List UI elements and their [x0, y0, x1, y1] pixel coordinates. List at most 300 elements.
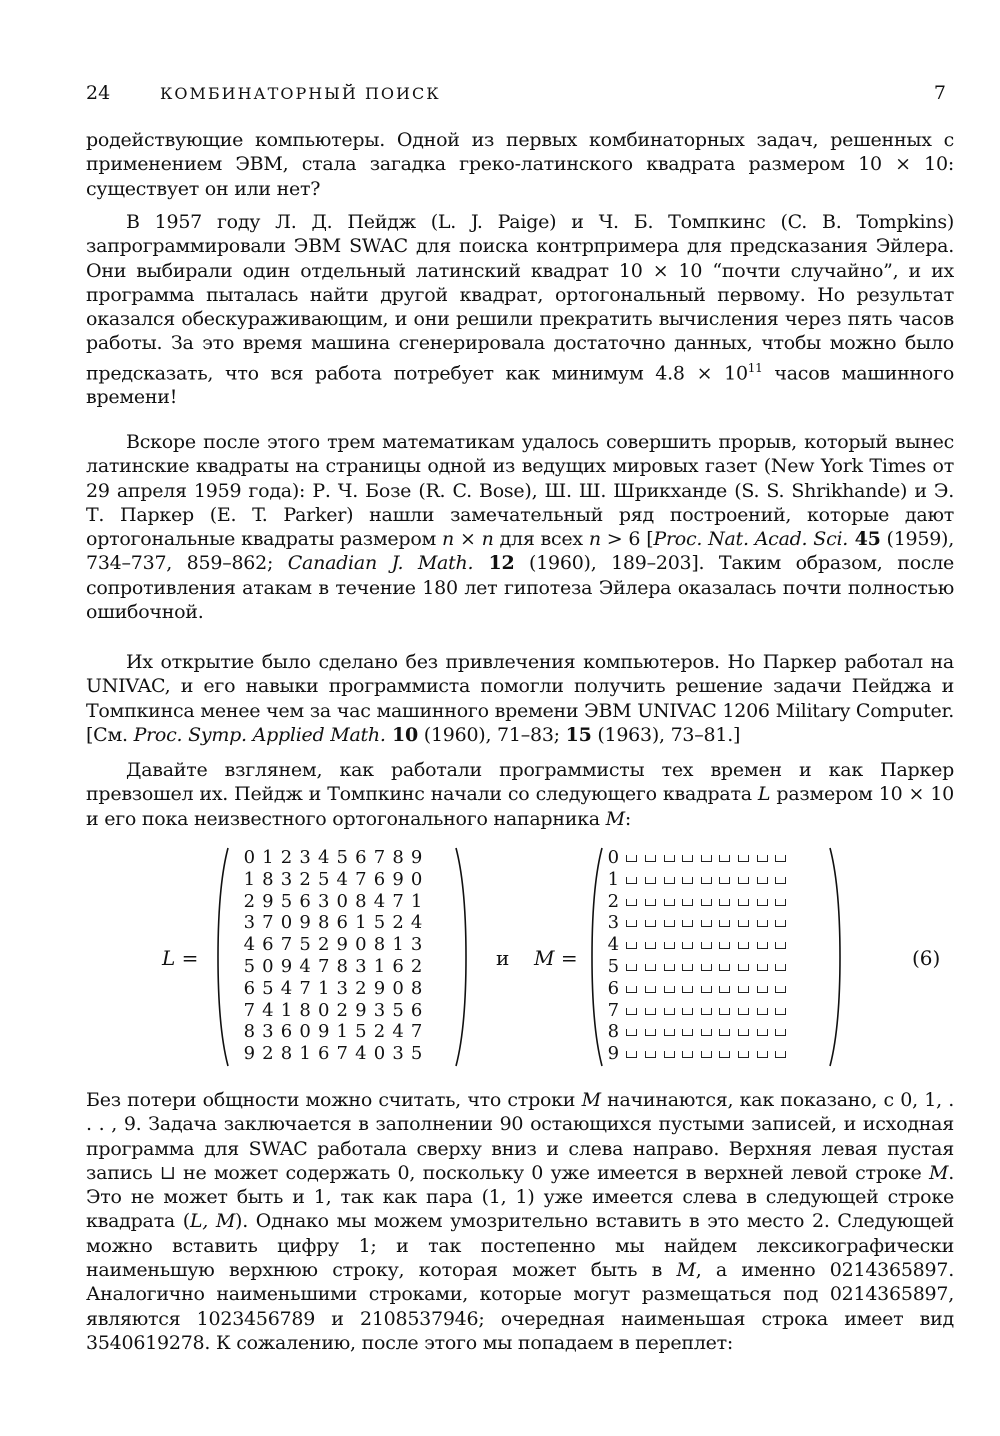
math-var: n: [481, 528, 494, 551]
matrix-cell: 2: [607, 890, 620, 912]
blank-symbol: [626, 1051, 637, 1058]
matrix-empty-cell: [716, 1044, 735, 1064]
matrix-M-row: [604, 1044, 790, 1064]
matrix-L: [216, 846, 466, 1068]
matrix-cell: 6: [355, 847, 367, 868]
matrix-empty-cell: [641, 870, 660, 890]
matrix-cell: 2: [410, 956, 423, 977]
matrix-cell: 4: [336, 868, 348, 890]
paragraph-text: , а именно 0214365897. Аналогично наименьшими строками, которые могут размещаться под 0214365897, являются 1023456789 и 2108537946; очередная наименьшая строка имеет вид 3540619278. К сожалению, после этого мы попадаем в переплет:: [86, 1259, 954, 1354]
matrix-cell: 6: [373, 868, 386, 890]
matrix-cell: 6: [607, 977, 620, 999]
blank-symbol: [664, 986, 675, 993]
blank-symbol: [664, 899, 675, 906]
blank-symbol: [682, 1008, 693, 1015]
matrix-empty-cell: [641, 979, 660, 999]
matrix-cell: 2: [243, 890, 256, 912]
matrix-empty-cell: [678, 1001, 697, 1021]
matrix-cell: 4: [607, 934, 620, 956]
matrix-empty-cell: [641, 935, 660, 955]
matrix-cell: 0: [336, 890, 348, 912]
matrix-cell: 9: [299, 912, 311, 934]
blank-symbol: [626, 986, 637, 993]
matrix-cell: 5: [280, 890, 293, 912]
matrix-empty-cell: [734, 935, 753, 955]
blank-symbol: [645, 855, 656, 862]
matrix-empty-cell: [623, 870, 642, 890]
blank-symbol: [719, 1008, 730, 1015]
matrix-empty-cell: [660, 913, 679, 933]
blank-symbol: [757, 877, 768, 884]
journal-title: Canadian J. Math.: [287, 552, 474, 575]
math-var: M: [581, 1089, 601, 1111]
blank-symbol: [775, 877, 786, 884]
matrix-M-row: [604, 979, 790, 999]
matrix-cell: 8: [317, 912, 330, 934]
paragraph-text: Их открытие было сделано без привлечения компьютеров. Но Паркер работал на UNIVAC, и его навыки программиста помогли получить решение задачи Пейджа и Томпкинса менее чем за час машинного времени ЭВМ UNIVAC 1206 Military Computer. [См.: [86, 651, 954, 746]
matrix-empty-cell: [716, 935, 735, 955]
blank-symbol: [682, 942, 693, 949]
blank-symbol: [682, 877, 693, 884]
paragraph-text: (1959), 734–737, 859–862;: [86, 528, 955, 575]
section-number: 7: [933, 82, 946, 104]
blank-symbol: [701, 855, 712, 862]
L-label: L =: [162, 946, 199, 970]
matrix-empty-cell: [771, 935, 790, 955]
matrix-empty-cell: [678, 1022, 697, 1042]
blank-symbol: [645, 920, 656, 927]
matrix-cell: 5: [355, 1021, 367, 1043]
matrix-cell: 6: [280, 1021, 293, 1043]
blank-symbol: [738, 1008, 749, 1015]
matrix-empty-cell: [697, 979, 716, 999]
blank-symbol: [775, 899, 786, 906]
matrix-cell: 3: [355, 956, 367, 977]
matrix-cell: 2: [355, 977, 367, 999]
blank-symbol: [775, 1051, 786, 1058]
matrix-empty-cell: [771, 870, 790, 890]
matrix-empty-cell: [660, 1044, 679, 1064]
matrix-cell: 7: [336, 1043, 348, 1065]
blank-symbol: [719, 964, 730, 971]
math-var: M: [928, 1161, 949, 1184]
paragraph-text: Давайте взглянем, как работали программисты тех времен и как Паркер превзошел их. Пейдж и Томпкинс начали со следующего квадрата: [86, 759, 954, 806]
matrix-cell: 8: [262, 868, 274, 890]
paragraph-text: :: [624, 807, 632, 830]
blank-symbol: [626, 1008, 637, 1015]
matrix-cell: 6: [410, 999, 423, 1021]
matrix-empty-cell: [771, 1044, 790, 1064]
right-paren: [828, 846, 842, 1068]
right-paren: [454, 846, 468, 1068]
matrix-M-row: [604, 892, 790, 912]
blank-symbol: [626, 942, 637, 949]
blank-symbol: [757, 942, 768, 949]
blank-symbol: [719, 920, 730, 927]
matrix-empty-cell: [697, 935, 716, 955]
matrix-cell: 5: [607, 956, 620, 977]
matrix-empty-cell: [678, 892, 697, 912]
math-var: n: [588, 528, 601, 551]
blank-symbol: [738, 899, 749, 906]
blank-symbol: [682, 920, 693, 927]
matrix-cell: 1: [392, 934, 404, 956]
matrix-cell: 1: [373, 956, 386, 977]
matrix-cell: 7: [392, 890, 404, 912]
math-var: M: [676, 1259, 696, 1282]
matrix-cell: 1: [336, 1021, 348, 1043]
blank-symbol: [719, 986, 730, 993]
matrix-empty-cell: [678, 1044, 697, 1064]
matrix-cell: 4: [392, 1021, 404, 1043]
matrix-L-row: [240, 913, 426, 933]
paragraph-text: для всех: [493, 528, 589, 551]
volume-number: 15: [565, 723, 592, 746]
blank-symbol: [664, 855, 675, 862]
blank-symbol: [775, 855, 786, 862]
paragraph-text: Вскоре после этого трем математикам удалось совершить прорыв, который вынес латинские квадраты на страницы одной из ведущих мировых газет (New York Times от 29 апреля 1959 года): Р. Ч. Бозе (R. C. Bose), Ш. Ш. Шрикханде (S. S. Shrikhande) и Э. Т. Паркер (E. T. Parker) нашли замечательный ряд построений, которые дают ортогональные квадраты размером: [86, 431, 954, 551]
paragraph-text: . Это не может быть и 1, так как пара (1, 1) уже имеется слева в следующей строке квадрата (: [86, 1161, 954, 1233]
matrix-cell: 0: [317, 999, 330, 1021]
matrix-empty-cell: [697, 1001, 716, 1021]
matrix-empty-cell: [753, 935, 772, 955]
journal-title: Proc. Symp. Applied Math.: [133, 723, 386, 746]
matrix-L-row: [240, 1022, 426, 1042]
matrix-cell: 1: [355, 912, 367, 934]
matrix-cell: 8: [392, 847, 404, 868]
blank-symbol: [664, 920, 675, 927]
matrix-empty-cell: [697, 848, 716, 868]
math-var: M: [605, 807, 625, 830]
exponent: 11: [747, 360, 763, 375]
matrix-cell: 7: [243, 999, 256, 1021]
matrix-cell: 1: [243, 868, 256, 890]
matrix-cell: 0: [607, 847, 620, 868]
paragraph-text: ×: [454, 528, 482, 551]
matrix-cell: 9: [336, 934, 348, 956]
matrix-L-row: [240, 892, 426, 912]
matrix-empty-cell: [771, 1001, 790, 1021]
matrix-M-row: [604, 870, 790, 890]
matrix-empty-cell: [753, 1044, 772, 1064]
matrix-cell: 3: [262, 1021, 274, 1043]
blank-symbol: [738, 1051, 749, 1058]
matrix-empty-cell: [641, 1001, 660, 1021]
matrix-empty-cell: [641, 913, 660, 933]
matrix-cell: 0: [262, 956, 274, 977]
matrix-cell: 9: [280, 956, 293, 977]
matrix-L-row: [240, 979, 426, 999]
blank-symbol: [701, 1029, 712, 1036]
paragraph-1: [86, 128, 954, 201]
matrix-empty-cell: [734, 848, 753, 868]
matrix-cell: 1: [262, 847, 274, 868]
blank-symbol: [626, 964, 637, 971]
paragraph-3: [86, 430, 954, 624]
blank-symbol: [719, 899, 730, 906]
matrix-empty-cell: [753, 1022, 772, 1042]
blank-symbol: [701, 920, 712, 927]
matrix-empty-cell: [771, 1022, 790, 1042]
matrix-M-row: [604, 913, 790, 933]
paragraph-text: Без потери общности можно считать, что строки: [86, 1089, 582, 1111]
matrix-empty-cell: [734, 1044, 753, 1064]
matrix-M: [590, 846, 840, 1068]
matrix-empty-cell: [697, 870, 716, 890]
matrix-cell: 7: [262, 912, 274, 934]
matrix-empty-cell: [660, 957, 679, 977]
blank-symbol: [775, 920, 786, 927]
blank-symbol: [645, 1008, 656, 1015]
matrix-cell: 3: [336, 977, 348, 999]
math-var: L, M: [189, 1210, 236, 1233]
blank-symbol: [701, 877, 712, 884]
matrix-L-row: [240, 935, 426, 955]
matrix-cell: 5: [336, 847, 348, 868]
math-var: L: [757, 783, 771, 806]
matrix-empty-cell: [660, 870, 679, 890]
matrix-cell: 4: [243, 934, 256, 956]
paragraph-text: начинаются, как показано, с 0, 1, . . . , 9. Задача заключается в заполнении 90 остающихся пустыми записей, и исходная программа для SWAC работала сверху вниз и слева направо. Верхняя левая пустая запись ⊔ не может содержать 0, поскольку 0 уже имеется в верхней левой строке: [86, 1089, 954, 1184]
blank-symbol: [738, 855, 749, 862]
matrix-cell: 8: [373, 934, 386, 956]
blank-symbol: [645, 964, 656, 971]
blank-symbol: [682, 986, 693, 993]
matrix-cell: 4: [410, 912, 423, 934]
blank-symbol: [701, 1051, 712, 1058]
blank-symbol: [719, 942, 730, 949]
matrix-cell: 1: [410, 890, 423, 912]
matrix-empty-cell: [771, 892, 790, 912]
journal-title: Proc. Nat. Acad. Sci.: [653, 528, 849, 551]
blank-symbol: [738, 1029, 749, 1036]
math-var: n: [442, 528, 455, 551]
page-header: [86, 82, 954, 112]
equation-6: [86, 846, 954, 1076]
matrix-cell: 6: [317, 1043, 330, 1065]
paragraph-text: ). Однако мы можем умозрительно вставить в это место 2. Следующей можно вставить цифру 1; и так постепенно мы найдем лексикографически наименьшую верхнюю строку, которая может быть в: [86, 1210, 954, 1282]
left-paren: [590, 846, 604, 1068]
matrix-empty-cell: [623, 892, 642, 912]
blank-symbol: [682, 964, 693, 971]
blank-symbol: [757, 899, 768, 906]
page-number: 24: [86, 82, 111, 104]
matrix-cell: 9: [607, 1043, 620, 1065]
matrix-empty-cell: [716, 1001, 735, 1021]
matrix-empty-cell: [660, 1001, 679, 1021]
blank-symbol: [738, 920, 749, 927]
matrix-cell: 3: [299, 847, 311, 868]
blank-symbol: [664, 1029, 675, 1036]
blank-symbol: [682, 1051, 693, 1058]
matrix-empty-cell: [716, 957, 735, 977]
matrix-cell: 6: [392, 956, 404, 977]
blank-symbol: [775, 986, 786, 993]
matrix-cell: 7: [355, 868, 367, 890]
matrix-M-row: [604, 1001, 790, 1021]
matrix-empty-cell: [678, 870, 697, 890]
matrix-cell: 2: [373, 1021, 386, 1043]
M-label: M =: [534, 946, 578, 970]
blank-symbol: [738, 986, 749, 993]
matrix-empty-cell: [716, 1022, 735, 1042]
matrix-cell: 9: [243, 1043, 256, 1065]
matrix-M-row: [604, 957, 790, 977]
matrix-empty-cell: [641, 1022, 660, 1042]
matrix-empty-cell: [660, 848, 679, 868]
matrix-empty-cell: [753, 870, 772, 890]
matrix-empty-cell: [623, 979, 642, 999]
paragraph-text: часов машинного времени!: [86, 362, 955, 409]
matrix-cell: 7: [317, 956, 330, 977]
paragraph-5: [86, 758, 954, 831]
matrix-empty-cell: [716, 892, 735, 912]
matrix-L-row: [240, 957, 426, 977]
blank-symbol: [626, 920, 637, 927]
matrix-cell: 3: [392, 1043, 404, 1065]
blank-symbol: [775, 1008, 786, 1015]
paragraph-text: (1960), 189–203]. Таким образом, после сопротивления атакам в течение 180 лет гипотеза Эйлера оказалась почти полностью ошибочной.: [86, 552, 955, 624]
matrix-empty-cell: [623, 913, 642, 933]
matrix-empty-cell: [697, 913, 716, 933]
matrix-cell: 5: [299, 934, 311, 956]
matrix-empty-cell: [660, 935, 679, 955]
matrix-cell: 6: [262, 934, 274, 956]
matrix-empty-cell: [734, 913, 753, 933]
matrix-cell: 2: [392, 912, 404, 934]
matrix-empty-cell: [734, 870, 753, 890]
matrix-L-row: [240, 1044, 426, 1064]
matrix-empty-cell: [678, 979, 697, 999]
matrix-cell: 0: [410, 868, 423, 890]
matrix-empty-cell: [771, 848, 790, 868]
volume-number: 45: [848, 528, 881, 551]
matrix-L-row: [240, 848, 426, 868]
blank-symbol: [664, 964, 675, 971]
matrix-cell: 0: [299, 1021, 311, 1043]
equation-number: (6): [912, 946, 941, 970]
matrix-empty-cell: [678, 957, 697, 977]
paragraph-text: (1960), 71–83;: [418, 723, 566, 746]
blank-symbol: [719, 855, 730, 862]
blank-symbol: [626, 899, 637, 906]
blank-symbol: [645, 942, 656, 949]
matrix-empty-cell: [623, 848, 642, 868]
blank-symbol: [757, 1008, 768, 1015]
matrix-empty-cell: [623, 1022, 642, 1042]
blank-symbol: [645, 877, 656, 884]
matrix-cell: 3: [373, 999, 386, 1021]
matrix-cell: 6: [336, 912, 348, 934]
and-label: и: [496, 946, 510, 970]
matrix-empty-cell: [716, 848, 735, 868]
matrix-cell: 3: [410, 934, 423, 956]
blank-symbol: [664, 1008, 675, 1015]
blank-symbol: [757, 1051, 768, 1058]
blank-symbol: [701, 899, 712, 906]
matrix-cell: 0: [392, 977, 404, 999]
matrix-cell: 3: [243, 912, 256, 934]
matrix-empty-cell: [753, 979, 772, 999]
blank-symbol: [757, 855, 768, 862]
matrix-empty-cell: [771, 957, 790, 977]
matrix-cell: 2: [299, 868, 311, 890]
volume-number: 10: [385, 723, 418, 746]
matrix-cell: 2: [336, 999, 348, 1021]
running-title: КОМБИНАТОРНЫЙ ПОИСК: [160, 84, 441, 103]
blank-symbol: [701, 986, 712, 993]
matrix-empty-cell: [641, 892, 660, 912]
matrix-empty-cell: [678, 913, 697, 933]
blank-symbol: [757, 1029, 768, 1036]
matrix-empty-cell: [678, 935, 697, 955]
paragraph-2: [86, 210, 954, 410]
blank-symbol: [645, 1051, 656, 1058]
matrix-cell: 9: [373, 977, 386, 999]
blank-symbol: [682, 899, 693, 906]
matrix-cell: 8: [355, 890, 367, 912]
matrix-M-row: [604, 848, 790, 868]
blank-symbol: [701, 942, 712, 949]
matrix-empty-cell: [623, 1044, 642, 1064]
matrix-cell: 8: [607, 1021, 620, 1043]
matrix-cell: 4: [373, 890, 386, 912]
matrix-M-row: [604, 1022, 790, 1042]
matrix-empty-cell: [734, 1022, 753, 1042]
matrix-cell: 1: [607, 868, 620, 890]
matrix-M-row: [604, 935, 790, 955]
paragraph-text: В 1957 году Л. Д. Пейдж (L. J. Paige) и Ч. Б. Томпкинс (C. B. Tompkins) запрограммировали ЭВМ SWAC для поиска контрпримера для предсказания Эйлера. Они выбирали один отдельный латинский квадрат 10 × 10 “почти случайно”, и их программа пыталась найти другой квадрат, ортогональный первому. Но результат оказался обескураживающим, и они решили прекратить вычисления через пять часов работы. За это время машина сгенерировала достаточно данных, чтобы можно было предсказать, что вся работа потребует как минимум 4.8 × 10: [86, 211, 954, 385]
paragraph-text: (1963), 73–81.]: [591, 723, 741, 746]
volume-number: 12: [473, 552, 515, 575]
matrix-cell: 0: [355, 934, 367, 956]
matrix-cell: 5: [317, 868, 330, 890]
matrix-cell: 8: [243, 1021, 256, 1043]
blank-symbol: [682, 855, 693, 862]
matrix-cell: 2: [317, 934, 330, 956]
matrix-cell: 3: [607, 912, 620, 934]
matrix-cell: 9: [317, 1021, 330, 1043]
blank-symbol: [664, 1051, 675, 1058]
matrix-cell: 4: [299, 956, 311, 977]
matrix-cell: 8: [299, 999, 311, 1021]
matrix-cell: 1: [299, 1043, 311, 1065]
matrix-cell: 5: [373, 912, 386, 934]
matrix-cell: 7: [410, 1021, 423, 1043]
matrix-empty-cell: [697, 1044, 716, 1064]
matrix-empty-cell: [716, 979, 735, 999]
paragraph-text: > 6 [: [600, 528, 654, 551]
matrix-empty-cell: [734, 892, 753, 912]
matrix-cell: 9: [355, 999, 367, 1021]
matrix-cell: 5: [262, 977, 274, 999]
matrix-cell: 8: [410, 977, 423, 999]
blank-symbol: [719, 1051, 730, 1058]
matrix-empty-cell: [753, 1001, 772, 1021]
paragraph-text: размером 10 × 10 и его пока неизвестного ортогонального напарника: [86, 783, 954, 830]
matrix-cell: 7: [373, 847, 386, 868]
matrix-cell: 4: [280, 977, 293, 999]
matrix-empty-cell: [734, 957, 753, 977]
matrix-cell: 3: [317, 890, 330, 912]
matrix-cell: 3: [280, 868, 293, 890]
blank-symbol: [775, 942, 786, 949]
matrix-empty-cell: [641, 957, 660, 977]
paragraph-4: [86, 650, 954, 747]
matrix-empty-cell: [753, 848, 772, 868]
matrix-cell: 7: [299, 977, 311, 999]
matrix-empty-cell: [753, 913, 772, 933]
